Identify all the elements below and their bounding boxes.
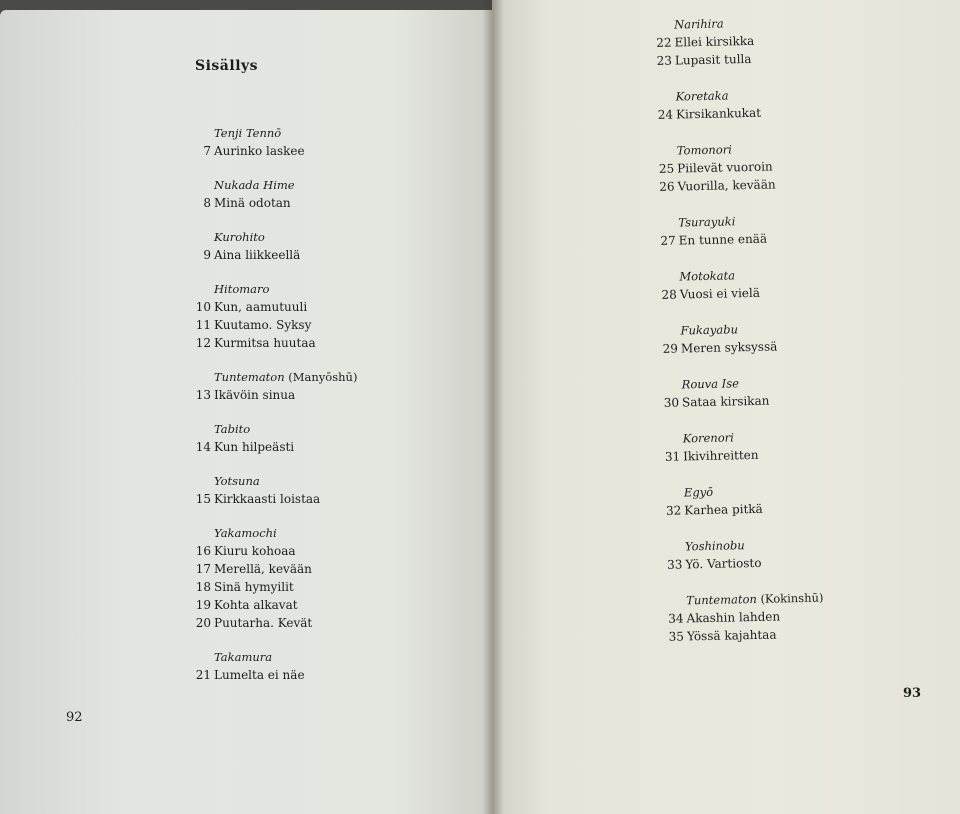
toc-entry [655, 103, 814, 124]
poem-title: Lumelta ei näe [214, 668, 305, 682]
poem-number: 21 [195, 668, 211, 682]
poet-name-text: Motokata [679, 268, 736, 284]
poet-name-text: Nukada Hime [214, 178, 295, 192]
poet-group [193, 229, 357, 264]
poet-group [664, 536, 823, 574]
poem-title: Lupasit tulla [674, 51, 752, 68]
poet-group [663, 482, 822, 520]
poem-number: 17 [195, 562, 211, 576]
poem-title: Akashin lahden [686, 609, 781, 626]
toc-entry [193, 438, 357, 456]
poem-title: Sataa kirsikan [681, 393, 770, 410]
poet-name-text: Yoshinobu [684, 538, 745, 554]
poem-number: 25 [658, 161, 675, 176]
toc-entry [193, 142, 357, 160]
toc-entry [660, 337, 819, 358]
poem-title: Kohta alkavat [214, 598, 298, 612]
poet-group [659, 320, 818, 358]
toc-entry [662, 445, 821, 466]
toc-entry [658, 229, 817, 250]
poem-number: 11 [195, 318, 211, 332]
poem-number: 30 [663, 395, 680, 410]
toc-entry [193, 490, 357, 508]
poet-group [193, 281, 357, 352]
poet-group [193, 369, 357, 404]
poet-name [193, 229, 357, 246]
poem-title: Ikävöin sinua [214, 388, 296, 402]
poet-name-text: Tabito [214, 422, 251, 436]
poem-number: 22 [656, 35, 672, 50]
poet-group [662, 428, 821, 466]
poem-number: 15 [195, 492, 211, 506]
poem-number: 27 [660, 233, 676, 248]
poem-number: 18 [195, 580, 211, 594]
poem-number: 9 [203, 248, 211, 262]
poem-title: Kiuru kohoaa [214, 544, 296, 558]
poet-name [193, 525, 357, 542]
poem-title: Aina liikkeellä [214, 248, 301, 262]
poet-name-text: Tsurayuki [678, 214, 736, 230]
poem-number: 31 [664, 449, 681, 464]
poem-number: 23 [656, 53, 673, 68]
poet-name-text: Kurohito [214, 230, 265, 244]
poem-number: 32 [665, 503, 682, 518]
poem-title: Merellä, kevään [214, 562, 312, 576]
poem-number: 33 [667, 557, 683, 572]
poet-name-text: Egyō [683, 484, 714, 500]
poet-name-text: Fukayabu [680, 322, 739, 338]
poet-name [193, 369, 357, 386]
right-contents-list [653, 14, 825, 665]
poet-group [193, 649, 357, 684]
page-number-right: 93 [903, 686, 922, 701]
poet-name-text: Rouva Ise [681, 376, 740, 392]
poem-number: 24 [657, 107, 674, 122]
toc-entry [193, 316, 357, 334]
toc-entry [193, 542, 357, 560]
poem-title: Kurmitsa huutaa [214, 336, 316, 350]
poet-name-text: Yotsuna [214, 474, 260, 488]
poet-name [665, 590, 824, 610]
poet-group [193, 421, 357, 456]
poem-number: 13 [195, 388, 211, 402]
poem-number: 16 [195, 544, 211, 558]
poet-name-text: Korenori [682, 430, 734, 446]
poem-title: Sinä hymyilit [214, 580, 294, 594]
poet-name-text: Narihira [674, 16, 724, 32]
poet-name [193, 281, 357, 298]
poet-name [193, 421, 357, 438]
toc-entry [664, 553, 823, 574]
book-gutter [482, 0, 504, 814]
poet-group [193, 473, 357, 508]
toc-entry [193, 246, 357, 264]
poet-group [656, 140, 815, 196]
poet-name-text: Yakamochi [214, 526, 277, 540]
poem-title: Aurinko laskee [214, 144, 305, 158]
toc-entry [193, 560, 357, 578]
poet-name-text: Tuntematon [214, 370, 285, 384]
poet-name [193, 177, 357, 194]
poem-title: Kun hilpeästi [214, 440, 295, 454]
poem-number: 12 [195, 336, 211, 350]
poem-title: Vuosi ei vielä [679, 285, 761, 302]
poem-title: Karhea pitkä [684, 501, 763, 518]
poet-group [665, 590, 824, 646]
poet-name [193, 125, 357, 142]
poet-group [661, 374, 820, 412]
poem-number: 35 [668, 629, 685, 644]
toc-entry [193, 666, 357, 684]
toc-entry [666, 625, 825, 646]
toc-entry [656, 175, 815, 196]
poet-name-text: Tuntematon [686, 591, 757, 608]
poem-title: Ikivihreitten [683, 447, 759, 464]
toc-entry [661, 391, 820, 412]
toc-entry [193, 614, 357, 632]
poem-number: 29 [662, 341, 679, 356]
poem-number: 28 [661, 287, 677, 302]
toc-entry [193, 298, 357, 316]
poem-title: Meren syksyssä [680, 339, 778, 356]
poet-name [193, 473, 357, 490]
poet-group [193, 125, 357, 160]
poet-name-text: Tomonori [676, 142, 732, 158]
toc-entry [193, 334, 357, 352]
poet-group [653, 14, 812, 70]
poet-group [193, 177, 357, 212]
poem-number: 14 [195, 440, 211, 454]
left-contents-list [193, 125, 357, 701]
poet-name-text: Hitomaro [214, 282, 270, 296]
toc-entry [193, 596, 357, 614]
poem-title: En tunne enää [678, 231, 768, 248]
poet-name-text: Koretaka [675, 88, 729, 104]
poem-number: 19 [195, 598, 211, 612]
poem-title: Kuutamo. Syksy [214, 318, 312, 332]
poet-name-text: Takamura [214, 650, 273, 664]
poem-title: Ellei kirsikka [674, 33, 755, 50]
poem-title: Minä odotan [214, 196, 291, 210]
toc-entry [663, 499, 822, 520]
poem-number: 34 [668, 611, 684, 626]
poem-number: 26 [659, 179, 675, 194]
poet-group [655, 86, 814, 124]
poem-title: Piilevät vuoroin [677, 159, 773, 176]
poem-title: Kun, aamutuuli [214, 300, 308, 314]
poem-title: Kirsikankukat [675, 105, 762, 122]
poem-title: Yössä kajahtaa [686, 627, 777, 644]
poet-name-text: Tenji Tennō [214, 126, 282, 140]
poem-title: Kirkkaasti loistaa [214, 492, 321, 506]
toc-entry [193, 578, 357, 596]
poem-title: Vuorilla, kevään [677, 177, 776, 194]
anthology-source: (Kokinshū) [756, 590, 824, 606]
poem-number: 20 [195, 616, 211, 630]
toc-entry [193, 386, 357, 404]
poet-group [193, 525, 357, 632]
poet-group [658, 266, 817, 304]
anthology-source: (Manyōshū) [284, 370, 358, 384]
toc-entry [659, 283, 818, 304]
contents-heading: Sisällys [195, 58, 259, 74]
poet-group [657, 212, 816, 250]
poet-name [193, 649, 357, 666]
poem-number: 10 [195, 300, 211, 314]
toc-entry [654, 49, 813, 70]
toc-entry [193, 194, 357, 212]
poem-number: 7 [203, 144, 211, 158]
page-number-left: 92 [66, 710, 83, 725]
poem-title: Puutarha. Kevät [214, 616, 313, 630]
poem-number: 8 [203, 196, 211, 210]
poem-title: Yö. Vartiosto [685, 555, 762, 572]
